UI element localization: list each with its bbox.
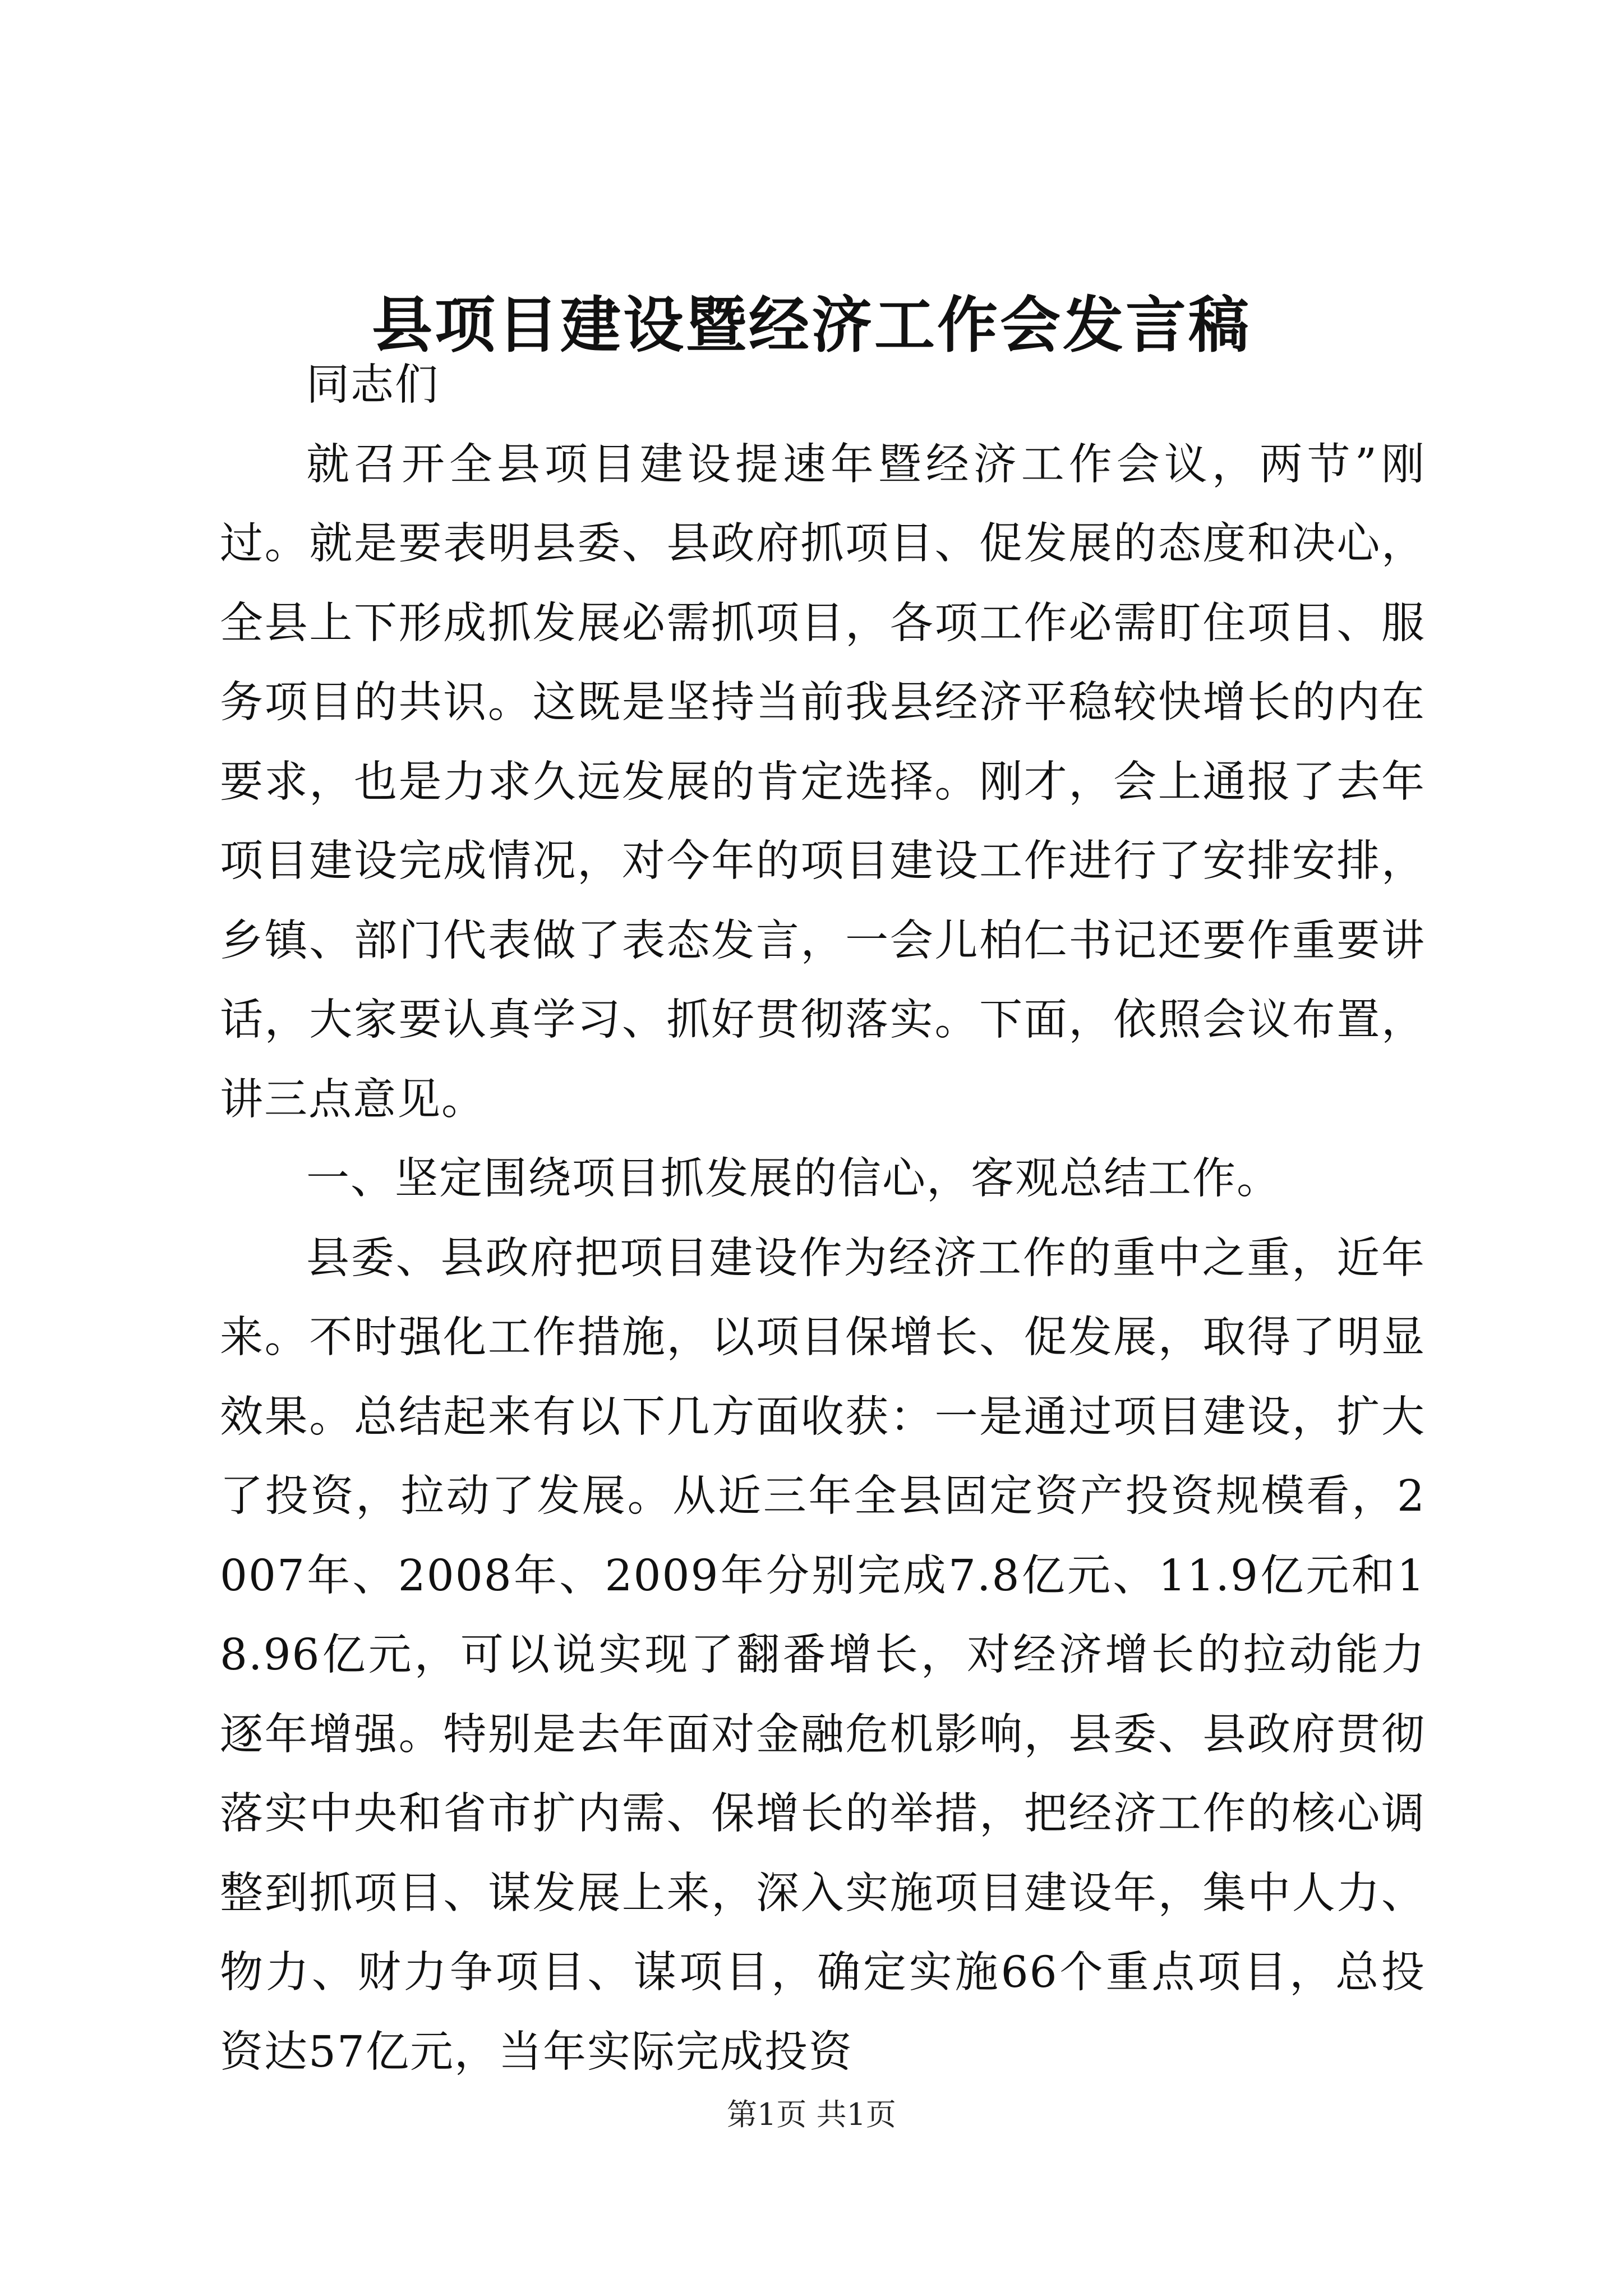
- paragraph-section-1: 县委、县政府把项目建设作为经济工作的重中之重，近年来。不时强化工作措施，以项目保增长、促发展，取得了明显效果。总结起来有以下几方面收获：一是通过项目建设，扩大了投资，拉动了发展。从近三年全县固定资产投资规模看，2007年、2008年、2009年分别完成7.8亿元、11.9亿元和18.96亿元，可以说实现了翻番增长，对经济增长的拉动能力逐年增强。特别是去年面对金融危机影响，县委、县政府贯彻落实中央和省市扩内需、保增长的举措，把经济工作的核心调整到抓项目、谋发展上来，深入实施项目建设年，集中人力、物力、财力争项目、谋项目，确定实施66个重点项目，总投资达57亿元，当年实际完成投资: [220, 1233, 1426, 2077]
- paragraph-intro: 就召开全县项目建设提速年暨经济工作会议，两节”刚过。就是要表明县委、县政府抓项目、促发展的态度和决心，全县上下形成抓发展必需抓项目，各项工作必需盯住项目、服务项目的共识。这既是坚持当前我县经济平稳较快增长的内在要求，也是力求久远发展的肯定选择。刚才，会上通报了去年项目建设完成情况，对今年的项目建设工作进行了安排安排，乡镇、部门代表做了表态发言，一会儿柏仁书记还要作重要讲话，大家要认真学习、抓好贯彻落实。下面，依照会议布置，讲三点意见。: [220, 439, 1426, 1125]
- salutation: 同志们: [306, 360, 439, 410]
- section-heading-1: 一、坚定围绕项目抓发展的信心，客观总结工作。: [306, 1154, 1281, 1204]
- document-body: [220, 346, 1426, 2092]
- page-footer: 第1页 共1页: [727, 2097, 896, 2132]
- document-title: 县项目建设暨经济工作会发言稿: [371, 290, 1251, 361]
